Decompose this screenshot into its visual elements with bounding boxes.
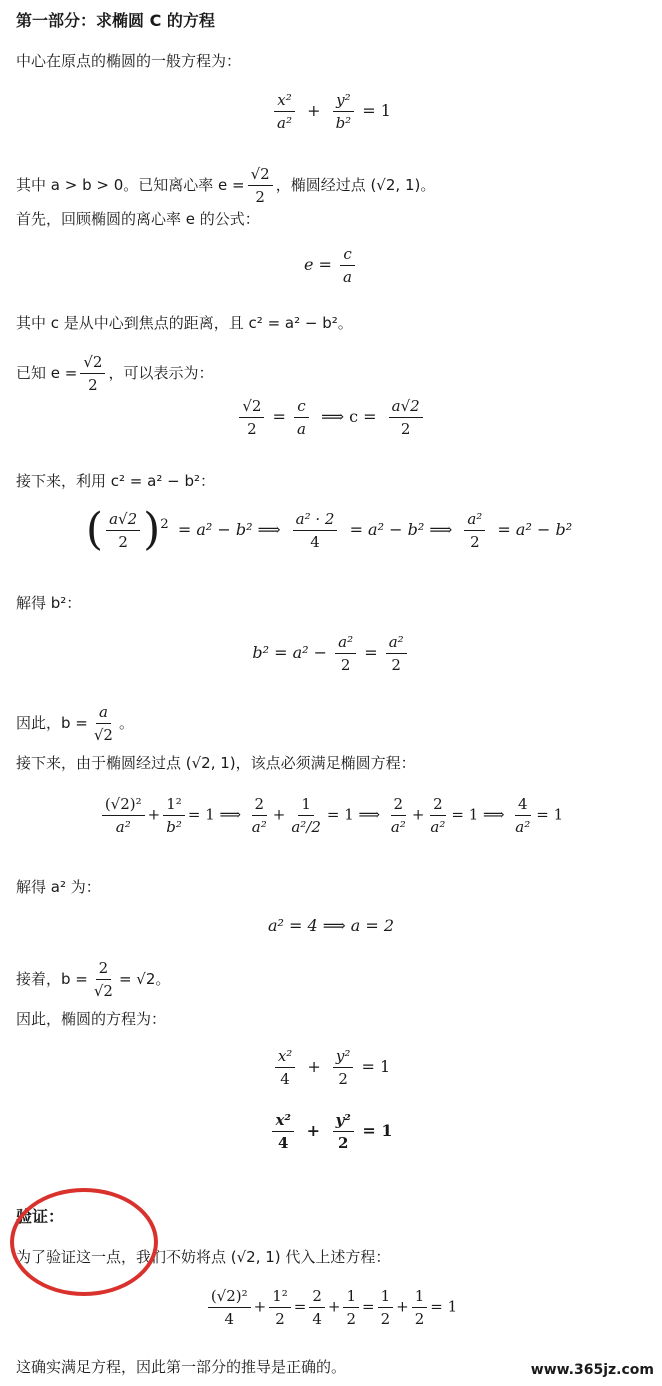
eq10-num4: 1: [343, 1286, 359, 1308]
eq2-num: c: [340, 244, 354, 266]
eq6-num6: 2: [430, 794, 446, 816]
eq1-den2: b²: [335, 114, 352, 132]
eq10-den1: 4: [224, 1310, 234, 1328]
red-annotation-circle: [10, 1188, 158, 1296]
p11-den: √2: [93, 982, 113, 1000]
p5-pre: 已知 e =: [16, 364, 78, 382]
eq6-den6: a²: [430, 818, 446, 836]
p2-pre: 其中 a > b > 0。已知离心率 e =: [16, 176, 245, 194]
equation-final-ellipse: $\frac{\text{x²}}{4}$ + $\frac{\text{y²}}{2}$ = 1: [0, 1046, 662, 1089]
equation-c-in-terms-of-a: [0, 396, 662, 439]
paragraph-solve-a2: 解得 a² 为：: [16, 878, 101, 896]
p5-den: 2: [88, 376, 98, 394]
p2-num: √2: [248, 164, 273, 186]
equation-eccentricity: [0, 244, 662, 287]
paragraph-solve-b2: 解得 b²：: [16, 594, 82, 612]
eq10-num6: 1: [412, 1286, 428, 1308]
paragraph-b-value: [16, 702, 134, 745]
eq1-rhs: = 1: [362, 101, 391, 120]
equation-a-value: a² = 4 ⟹ a = 2: [267, 916, 395, 935]
equation-final-ellipse-bold: $\frac{\text{x²}}{4}$ + $\frac{\text{y²}}{2}$ = 1: [0, 1110, 662, 1153]
eq10-num2: 1²: [269, 1286, 291, 1308]
eq6-t1: = 1 ⟹: [187, 805, 242, 824]
verify-title: 验证：: [16, 1207, 65, 1226]
paragraph-use-relation: 接下来，利用 c² = a² − b²：: [16, 472, 215, 490]
equation-substitute-point: $\frac{\text{(√2)²}}{\text{a²}}$ + $\frac{\text{1²}}{\text{b²}}$ = 1 ⟹ $\frac{2}{\text{a²}}$ + $\frac{1}{\text{a²/2}}$ = 1 ⟹ $\frac{2}{\text{a²}}$ + $\frac{2}{\text{a²}}$ = 1 ⟹ $\frac{4}{\text{a²}}$ = 1: [0, 794, 662, 837]
eq9-den1: 4: [278, 1134, 289, 1152]
eq9-num2: y²: [333, 1110, 354, 1132]
eq10-den2: 2: [275, 1310, 285, 1328]
paragraph-known-e: [16, 352, 213, 395]
eq10-num3: 2: [309, 1286, 325, 1308]
equation-verify: $\frac{\text{(√2)²}}{4}$ + $\frac{\text{1²}}{2}$ = $\frac{2}{4}$ + $\frac{1}{2}$ = $\frac{1}{2}$ + $\frac{1}{2}$ = 1: [0, 1286, 662, 1329]
eq2-den: a: [343, 268, 352, 286]
eq3-den3: 2: [400, 420, 411, 438]
eq6-den2: b²: [166, 818, 182, 836]
p11-post: = √2。: [118, 970, 171, 988]
eq3-num2: c: [294, 396, 308, 418]
p8-pre: 因此，b =: [16, 714, 88, 732]
eq6-num2: 1²: [163, 794, 185, 816]
eq5-num2: a²: [386, 632, 407, 654]
eq10-den3: 4: [312, 1310, 322, 1328]
eq10-rhs: = 1: [430, 1297, 458, 1316]
eq1-num1: x²: [274, 90, 294, 112]
eq3-implies: ⟹ c =: [321, 407, 377, 426]
eq5-mid: =: [364, 643, 378, 662]
eq3-num3: a√2: [389, 396, 423, 418]
paragraph-b-result: [16, 958, 170, 1001]
eq1-num2: y²: [333, 90, 354, 112]
eq4-num1: a√2: [106, 509, 140, 531]
eq5-den2: 2: [391, 656, 401, 674]
eq5-lhs: b² = a² −: [252, 643, 328, 662]
eq4-den1: 2: [118, 532, 128, 551]
eq6-t4: = 1: [536, 805, 564, 824]
eq9-den2: 2: [337, 1134, 349, 1152]
paragraph-point-on-ellipse: 接下来，由于椭圆经过点 (√2, 1)，该点必须满足椭圆方程：: [16, 754, 416, 772]
equation-b2: [0, 632, 662, 675]
paragraph-verify: 为了验证这一点，我们不妨将点 (√2, 1) 代入上述方程：: [16, 1248, 391, 1266]
p5-num: √2: [80, 352, 105, 374]
eq10-den6: 2: [414, 1310, 425, 1328]
eq6-den5: a²: [390, 818, 406, 836]
equation-solve-relation: ( $\frac{a√2}{2}$ )$^2$ = a² − b² ⟹ $\frac{\text{a² · 2}}{4}$ = a² − b² ⟹ $\frac{\text{a²}}{2}$ = a² − b²: [85, 504, 573, 555]
p8-num: a: [96, 702, 111, 724]
eq6-num7: 4: [515, 794, 531, 816]
paragraph-general-equation: 中心在原点的椭圆的一般方程为：: [16, 52, 242, 70]
p8-den: √2: [93, 726, 113, 744]
eq10-num1: (√2)²: [208, 1286, 251, 1308]
eq4-t2: = a² − b² ⟹: [349, 519, 453, 539]
eq6-t3: = 1 ⟹: [451, 805, 505, 824]
p2-den: 2: [255, 188, 265, 206]
paragraph-eccentricity-given: [16, 164, 435, 207]
p5-post: ，可以表示为：: [108, 364, 214, 382]
eq4-exp: 2: [160, 517, 169, 533]
eq4-num2: a² · 2: [293, 509, 338, 531]
p2-post: ，椭圆经过点 (√2, 1)。: [275, 176, 436, 194]
eq4-den3: 2: [470, 532, 480, 551]
eq8-num1: x²: [275, 1046, 295, 1068]
eq10-den4: 2: [346, 1310, 357, 1328]
eq3-den2: a: [297, 420, 306, 438]
eq3-den1: 2: [247, 420, 257, 438]
paragraph-focus-distance: 其中 c 是从中心到焦点的距离，且 c² = a² − b²。: [16, 314, 353, 332]
eq10-num5: 1: [378, 1286, 394, 1308]
eq5-num1: a²: [335, 632, 356, 654]
watermark: www.365jz.com: [530, 1362, 654, 1378]
p11-num: 2: [96, 958, 112, 980]
eq6-t2: = 1 ⟹: [326, 805, 381, 824]
eq9-num1: x²: [272, 1110, 294, 1132]
eq8-den1: 4: [280, 1070, 290, 1088]
eq4-den2: 4: [310, 532, 320, 551]
paragraph-recall-formula: 首先，回顾椭圆的离心率 e 的公式：: [16, 210, 260, 228]
eq4-t1: = a² − b² ⟹: [177, 519, 281, 539]
eq6-num3: 2: [252, 794, 268, 816]
eq6-num1: (√2)²: [102, 794, 145, 816]
paragraph-final-equation-intro: 因此，椭圆的方程为：: [16, 1010, 167, 1028]
eq6-den7: a²: [515, 818, 531, 836]
eq4-num3: a²: [464, 509, 485, 531]
p8-post: 。: [118, 714, 134, 732]
eq2-lhs: e =: [303, 255, 332, 274]
p11-pre: 接着，b =: [16, 970, 88, 988]
eq6-den3: a²: [251, 818, 267, 836]
eq8-num2: y²: [333, 1046, 354, 1068]
eq6-num4: 1: [298, 794, 314, 816]
eq9-rhs: = 1: [362, 1121, 393, 1140]
eq4-t3: = a² − b²: [497, 519, 573, 539]
eq1-den1: a²: [277, 114, 292, 132]
paragraph-conclusion: 这确实满足方程，因此第一部分的推导是正确的。: [16, 1358, 347, 1376]
eq5-den1: 2: [340, 656, 351, 674]
equation-general-ellipse: $\frac{\text{x²}}{\text{a²}}$ + $\frac{\text{y²}}{\text{b²}}$ = 1: [0, 90, 662, 133]
eq3-num1: √2: [239, 396, 264, 418]
eq8-rhs: = 1: [361, 1057, 391, 1076]
eq6-num5: 2: [391, 794, 407, 816]
section-title: 第一部分：求椭圆 C 的方程: [16, 11, 215, 30]
eq3-mid: =: [272, 407, 286, 426]
eq8-den2: 2: [338, 1070, 348, 1088]
eq6-den1: a²: [115, 818, 131, 836]
eq10-den5: 2: [380, 1310, 391, 1328]
eq6-den4: a²/2: [291, 818, 321, 836]
